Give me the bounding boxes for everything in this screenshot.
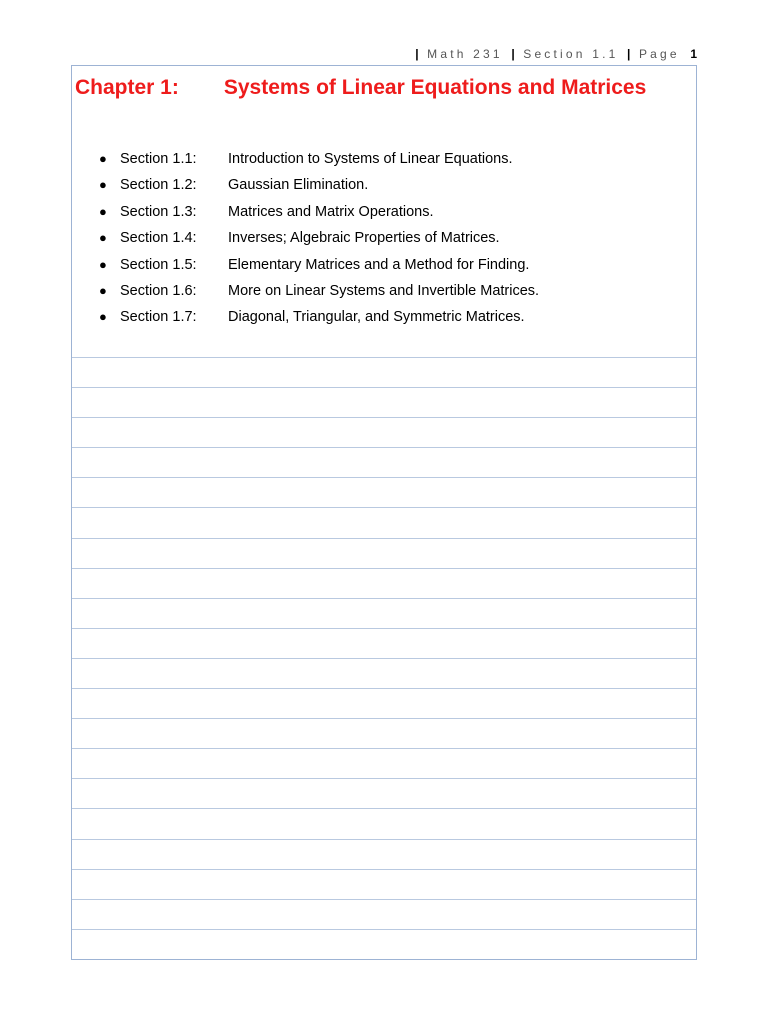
ruled-line: [72, 598, 696, 628]
header-separator: |: [415, 47, 419, 61]
header-page-label: Page: [638, 47, 680, 61]
ruled-line: [72, 568, 696, 598]
section-label: Section 1.7:: [120, 309, 197, 326]
bullet-icon: ●: [99, 230, 107, 246]
header-course: Math 231: [427, 47, 503, 61]
ruled-line: [72, 357, 696, 387]
page-header: [413, 46, 697, 62]
section-title: Inverses; Algebraic Properties of Matrices.: [228, 230, 500, 247]
chapter-title: [75, 74, 646, 102]
bullet-icon: ●: [99, 151, 107, 166]
chapter-name: Systems of Linear Equations and Matrices: [223, 76, 647, 99]
ruled-line: [72, 839, 696, 869]
ruled-line: [72, 869, 696, 899]
bullet-icon: ●: [99, 177, 107, 193]
section-title: Diagonal, Triangular, and Symmetric Matrices.: [228, 309, 525, 326]
header-page-number: 1: [690, 47, 697, 61]
ruled-line: [72, 538, 696, 568]
bullet-icon: ●: [99, 203, 107, 219]
ruled-line: [72, 778, 696, 808]
ruled-line: [72, 447, 696, 477]
notes-frame: [71, 65, 697, 960]
header-section: Section 1.1: [523, 47, 619, 61]
section-label: Section 1.4:: [120, 230, 197, 247]
ruled-line: [72, 688, 696, 718]
ruled-line: [72, 748, 696, 778]
ruled-lines: [72, 357, 696, 959]
section-label: Section 1.6:: [120, 282, 197, 299]
section-title: Elementary Matrices and a Method for Finding.: [228, 256, 530, 273]
ruled-line: [72, 507, 696, 537]
ruled-line: [72, 929, 696, 959]
ruled-line: [72, 808, 696, 838]
bullet-icon: ●: [99, 256, 107, 272]
section-title: Matrices and Matrix Operations.: [228, 203, 434, 220]
ruled-line: [72, 417, 696, 447]
chapter-label: Chapter 1:: [75, 76, 179, 99]
section-label: Section 1.5:: [120, 256, 197, 273]
bullet-icon: ●: [99, 309, 107, 325]
section-label: Section 1.2:: [120, 177, 197, 194]
ruled-line: [72, 477, 696, 507]
header-separator: |: [627, 47, 631, 61]
ruled-line: [72, 658, 696, 688]
section-label: Section 1.3:: [120, 203, 197, 220]
ruled-line: [72, 899, 696, 929]
section-label: Section 1.1:: [120, 151, 197, 167]
ruled-line: [72, 628, 696, 658]
ruled-line: [72, 718, 696, 748]
section-title: Introduction to Systems of Linear Equations.: [228, 151, 513, 167]
section-title: More on Linear Systems and Invertible Matrices.: [228, 282, 540, 299]
bullet-icon: ●: [99, 282, 107, 298]
section-title: Gaussian Elimination.: [228, 177, 369, 194]
header-separator: |: [511, 47, 515, 61]
ruled-line: [72, 387, 696, 417]
